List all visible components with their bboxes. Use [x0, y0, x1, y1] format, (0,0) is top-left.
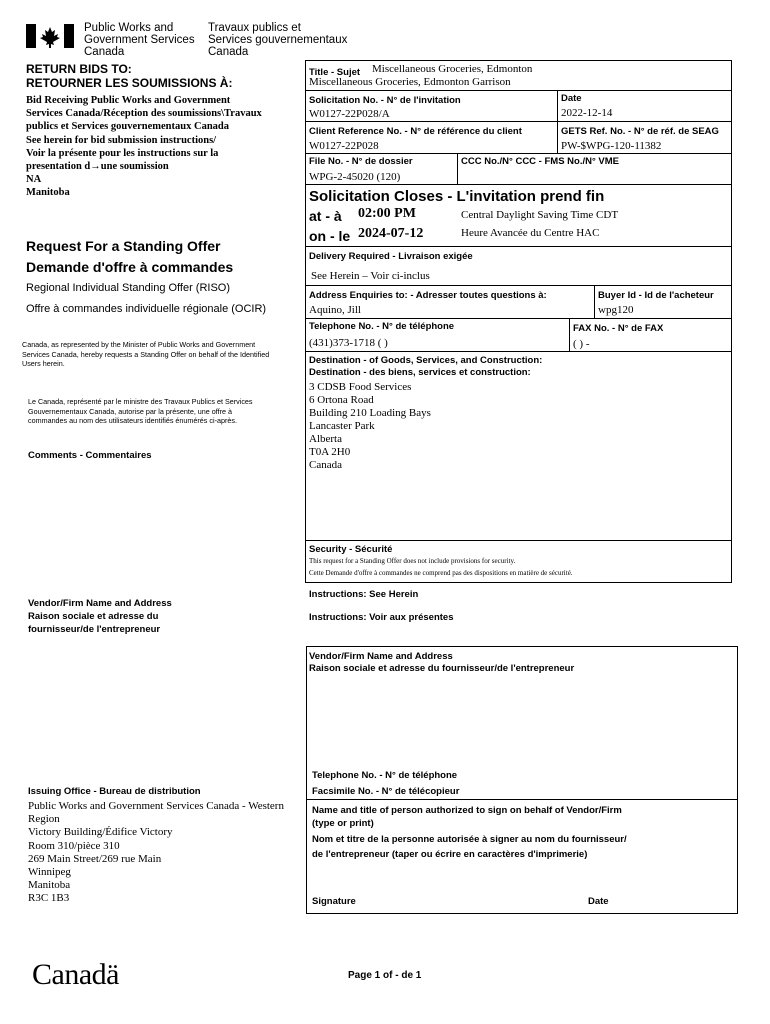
address-enquiries-label: Address Enquiries to: - Adresser toutes questions à:: [309, 290, 547, 301]
instructions-en: Instructions: See Herein: [309, 589, 419, 600]
department-name-en: Public Works and Government Services Canada: [84, 22, 195, 58]
vendor-name-field[interactable]: [310, 680, 734, 764]
destination-value: 3 CDSB Food Services 6 Ortona Road Building 210 Loading Bays Lancaster Park Alberta T0A 2H0 Canada: [309, 381, 431, 471]
destination-label: Destination - of Goods, Services, and Construction: Destination - des biens, services et construction:: [309, 355, 543, 378]
fax-value: ( ) -: [573, 338, 590, 350]
signature-date-label: Date: [588, 896, 609, 907]
closing-time: 02:00 PM: [358, 206, 416, 221]
gets-label: GETS Ref. No. - N° de réf. de SEAG: [561, 126, 719, 137]
issuing-office-address: Public Works and Government Services Canada - Western Region Victory Building/Édifice Victory Room 310/pièce 310 269 Main Street/269 rue Main Winnipeg Manitoba R3C 1B3: [28, 800, 284, 905]
authorized-person-fr: Nom et titre de la personne autorisée à signer au nom du fournisseur/ de l'entrepreneur (taper ou écrire en caractères d'imprimerie): [312, 834, 627, 860]
page-number: Page 1 of - de 1: [348, 970, 422, 981]
telephone-value: (431)373-1718 ( ): [309, 337, 388, 349]
closing-date: 2024-07-12: [358, 226, 424, 241]
date-value: 2022-12-14: [561, 107, 613, 119]
solicitation-value: W0127-22P028/A: [309, 108, 390, 120]
canada-request-fr: Le Canada, représenté par le ministre des Travaux Publics et Services Gouvernementaux Canada, autorise par la présente, une offre à commandes au nom des utilisateurs identifiés énumérés ci-après.: [28, 397, 253, 425]
instructions-fr: Instructions: Voir aux présentes: [309, 612, 454, 623]
security-text-en: This request for a Standing Offer does not include provisions for security.: [309, 557, 516, 565]
security-text-fr: Cette Demande d'offre à commandes ne comprend pas des dispositions en matière de sécurité.: [309, 569, 573, 577]
riso-en: Regional Individual Standing Offer (RISO): [26, 282, 231, 294]
address-enquiries-value: Aquino, Jill: [309, 304, 361, 316]
riso-fr: Offre à commandes individuelle régionale (OCIR): [26, 303, 267, 315]
delivery-label: Delivery Required - Livraison exigée: [309, 251, 473, 262]
buyer-id-label: Buyer Id - Id de l'acheteur: [598, 290, 714, 301]
timezone-fr: Heure Avancée du Centre HAC: [461, 227, 600, 239]
comments-label: Comments - Commentaires: [28, 450, 152, 461]
government-signature: [26, 22, 356, 62]
telephone-label: Telephone No. - N° de téléphone: [309, 321, 455, 332]
department-name-fr: Travaux publics et Services gouvernementaux Canada: [208, 22, 348, 58]
ccc-label: CCC No./N° CCC - FMS No./N° VME: [461, 156, 620, 167]
closes-title: Solicitation Closes - L'invitation prend fin: [309, 188, 605, 205]
request-title: Request For a Standing Offer Demande d'offre à commandes: [26, 238, 234, 275]
return-bids-text: Bid Receiving Public Works and Government Services Canada/Réception des soumissions\Travaux publics et Services gouvernementaux Canada See herein for bid submission instructions/ Voir la présente pour les instructions sur la presentation d→une soumission NA Manitoba: [26, 95, 262, 199]
vendor-box-label: Vendor/Firm Name and Address Raison sociale et adresse du fournisseur/de l'entrepreneur: [309, 651, 575, 674]
delivery-value: See Herein – Voir ci-inclus: [311, 270, 430, 282]
at-label: at - à: [309, 208, 342, 224]
fax-label: FAX No. - N° de FAX: [573, 323, 664, 334]
vendor-facsimile-label: Facsimile No. - N° de télécopieur: [312, 786, 460, 797]
issuing-office-label: Issuing Office - Bureau de distribution: [28, 786, 201, 797]
canada-request-en: Canada, as represented by the Minister of Public Works and Government Services Canada, hereby requests a Standing Offer on behalf of the Identified Users herein.: [22, 340, 270, 368]
canada-flag-icon: [26, 24, 74, 48]
date-label: Date: [561, 93, 582, 104]
authorized-person-en: Name and title of person authorized to sign on behalf of Vendor/Firm (type or print): [312, 805, 622, 829]
client-ref-label: Client Reference No. - N° de référence du client: [309, 126, 522, 137]
security-label: Security - Sécurité: [309, 544, 393, 555]
title-value: Miscellaneous Groceries, Edmonton Miscellaneous Groceries, Edmonton Garrison: [309, 63, 533, 88]
timezone-en: Central Daylight Saving Time CDT: [461, 209, 619, 221]
solicitation-label: Solicitation No. - N° de l'invitation: [309, 95, 461, 106]
return-bids-body: [26, 94, 266, 230]
gets-value: PW-$WPG-120-11382: [561, 140, 662, 152]
vendor-telephone-label: Telephone No. - N° de téléphone: [312, 770, 458, 781]
on-label: on - le: [309, 228, 351, 244]
client-ref-value: W0127-22P028: [309, 140, 379, 152]
canada-wordmark: Canadä: [32, 958, 119, 991]
signature-label: Signature: [312, 896, 356, 907]
title-label: Title - Sujet: [309, 67, 361, 78]
vendor-left-label: Vendor/Firm Name and Address Raison sociale et adresse du fournisseur/de l'entrepreneur: [28, 598, 172, 635]
buyer-id-value: wpg120: [598, 304, 634, 316]
file-label: File No. - N° de dossier: [309, 156, 413, 167]
return-bids-title: RETURN BIDS TO: RETOURNER LES SOUMISSIONS À:: [26, 62, 233, 90]
file-value: WPG-2-45020 (120): [309, 171, 401, 183]
